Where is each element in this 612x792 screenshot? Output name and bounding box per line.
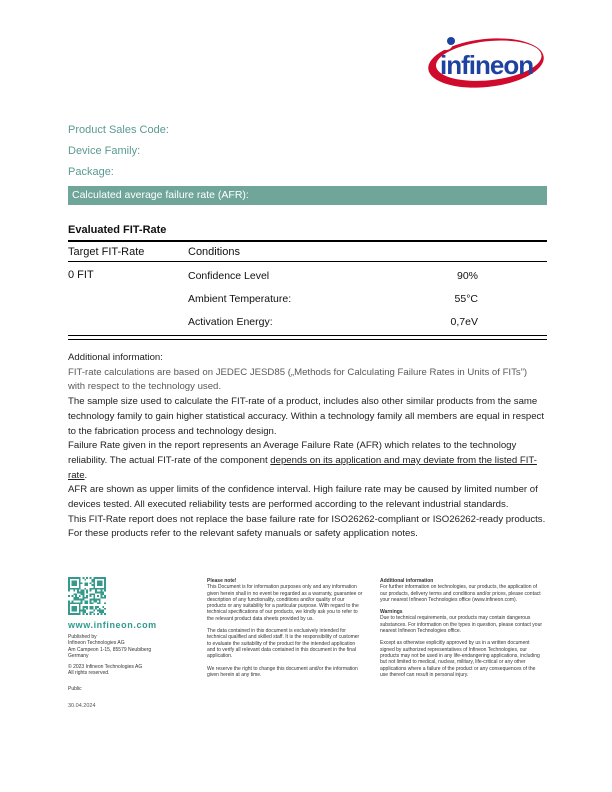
afr-banner: Calculated average failure rate (AFR):: [68, 186, 547, 205]
fit-rate-table: [68, 224, 547, 340]
qr-code: [68, 577, 106, 615]
publisher-address: Am Campeon 1-15, 85579 Neubiberg: [68, 646, 152, 653]
website-link[interactable]: www.infineon.com: [68, 620, 157, 630]
legal-paragraph: This Document is for information purposes only and any information given herein shall in no event be regarded as a warranty, guarantee or description of any functionality, conditions and/or quality of our products or any suitability for a particular purpose. With regard to the technical specifications of our products, we kindly ask you to refer to the relevant product data sheets provided by us.: [207, 584, 363, 622]
legal-paragraph: The data contained in this document is exclusively intended for technical qualified and skilled staff. It is the responsibility of customer to evaluate the suitability of the product for the intended application and to verify all relevant data contained in this document in the final application.: [207, 628, 360, 660]
rights-line: All rights reserved.: [68, 670, 110, 677]
please-note-title: Please note!: [207, 578, 237, 584]
fit-table-title: Evaluated FIT-Rate: [68, 224, 167, 236]
classification-label: Public: [68, 686, 82, 692]
condition-value: 0,7eV: [450, 315, 478, 328]
field-device-family: Device Family:: [68, 145, 141, 157]
infineon-logo-graphic: [424, 30, 549, 94]
fit-table-header: [68, 240, 547, 262]
info-paragraph: [68, 439, 546, 483]
additional-information-block: [68, 351, 546, 542]
info-paragraph: The sample size used to calculate the FIT-rate of a product, includes also other similar products from the same technology family to gain higher statistical accuracy. Within a technology family all members are equal in respect to the fabrication process and technology design.: [68, 396, 545, 437]
condition-value: 90%: [456, 269, 478, 282]
table-row: [188, 287, 547, 310]
info-paragraph: FIT-rate calculations are based on JEDEC JESD85 („Methods for Calculating Failure Rates in Units of FITs”) with respect to the technology used.: [68, 366, 528, 393]
condition-label: Activation Energy:: [188, 315, 273, 328]
legal-paragraph: Due to technical requirements, our products may contain dangerous substances. For information on the types in question, please contact your nearest Infineon Technologies office.: [380, 615, 543, 635]
publisher-name: Infineon Technologies AG: [68, 640, 125, 647]
document-date: 30.04.2024: [68, 703, 96, 709]
legal-paragraph: Except as otherwise explicitly approved by us in a written document signed by authorized representatives of Infineon Technologies, our products may not be used in any life-endangering applications, including but not limited to medical, nuclear, military, life-critical or any other applications where a failure of the product or any consequences of the use thereof can result in personal injury.: [380, 640, 540, 678]
publisher-country: Germany: [68, 653, 89, 660]
info-underlined-text: depends on its application and may deviate from the listed FIT-rate: [68, 454, 537, 481]
condition-label: Confidence Level: [188, 269, 270, 282]
infineon-logo: [424, 30, 549, 94]
copyright-block: [68, 664, 142, 677]
copyright-line: © 2023 Infineon Technologies AG: [68, 664, 143, 670]
info-paragraph: AFR are shown as upper limits of the confidence interval. High failure rate may be caused by limited number of devices tested. All executed reliability tests are performed according to the relevant industrial standards.: [68, 484, 538, 511]
col-conditions: Conditions: [188, 245, 240, 258]
table-bottom-rule: [68, 335, 547, 340]
logo-dot-icon: [447, 37, 455, 45]
condition-value: 55°C: [454, 292, 478, 305]
logo-wordmark: infineon: [440, 50, 534, 80]
info-heading: Additional information:: [68, 352, 163, 363]
published-by-label: Published by: [68, 634, 97, 640]
field-package: Package:: [68, 166, 114, 178]
warnings-title: Warnings: [380, 609, 403, 616]
info-text: .: [84, 469, 88, 481]
legal-paragraph: For further information on technologies, our products, the application of our products, delivery terms and conditions and/or prices, please contact your nearest Infineon Technologies office (www.infineon.com).: [380, 584, 541, 603]
condition-rows: [188, 264, 547, 333]
table-row: [188, 310, 547, 333]
fit-table-body: [68, 262, 547, 333]
additional-info-title: Additional information: [380, 578, 434, 584]
product-fields: [68, 120, 169, 183]
publisher-block: [68, 634, 151, 660]
table-row: [188, 264, 547, 287]
additional-info-column: [380, 578, 543, 684]
condition-label: Ambient Temperature:: [188, 292, 292, 305]
please-note-column: [207, 578, 363, 684]
field-product-sales-code: Product Sales Code:: [68, 124, 169, 136]
info-text: Failure Rate given in the report represents an Average Failure Rate (AFR) which relates to the technology reliability. The actual FIT-rate of the component: [68, 440, 517, 466]
info-paragraph: This FIT-Rate report does not replace the base failure rate for ISO26262-compliant or ISO26262-ready products. For these products refer to the relevant safety manuals or safety application notes.: [68, 513, 546, 540]
legal-paragraph: We reserve the right to change this document and/or the information given herein at any time.: [207, 665, 358, 678]
target-fit-value: 0 FIT: [68, 269, 94, 281]
col-target-fit-rate: Target FIT-Rate: [68, 245, 145, 258]
